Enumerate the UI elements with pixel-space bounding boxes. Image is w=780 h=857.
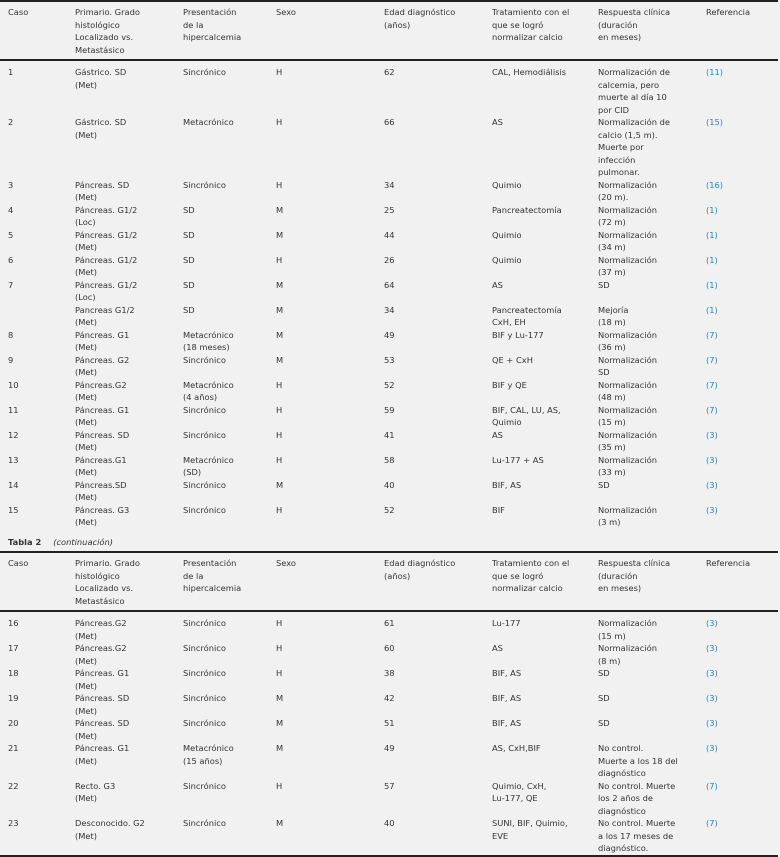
cell-reference[interactable]: (15) bbox=[706, 117, 724, 127]
table-row bbox=[0, 116, 778, 179]
cell-primary-site: Páncreas.G2 (Met) bbox=[75, 618, 127, 641]
cell-sex: M bbox=[276, 304, 284, 315]
cell-case-number: 8 bbox=[8, 329, 14, 340]
header-reference: Referencia bbox=[706, 7, 751, 17]
cell-reference[interactable]: (7) bbox=[706, 818, 718, 828]
header-case-number: Caso bbox=[8, 7, 29, 17]
cell-treatment: Quimio bbox=[492, 229, 522, 240]
cell-clinical-response: Normalización de calcio (1,5 m). Muerte por infección pulmonar. bbox=[598, 117, 670, 177]
cell-treatment: AS bbox=[492, 279, 503, 290]
table-row bbox=[0, 404, 778, 429]
cell-age: 58 bbox=[384, 454, 395, 465]
cell-case-number: 13 bbox=[8, 454, 19, 465]
cell-reference[interactable]: (3) bbox=[706, 643, 718, 653]
table-row bbox=[0, 479, 778, 504]
cell-presentation: SD bbox=[183, 229, 195, 240]
cell-clinical-response: Normalización (8 m) bbox=[598, 643, 657, 666]
cell-treatment: AS bbox=[492, 429, 503, 440]
header-treatment: Tratamiento con el que se logró normalizar calcio bbox=[492, 7, 570, 42]
table-row bbox=[0, 817, 778, 856]
cell-sex: M bbox=[276, 354, 284, 365]
table-row bbox=[0, 229, 778, 254]
table-header-row bbox=[0, 552, 778, 611]
cell-treatment: QE + CxH bbox=[492, 354, 533, 365]
cell-treatment: BIF, CAL, LU, AS, Quimio bbox=[492, 404, 561, 427]
cell-age: 52 bbox=[384, 504, 395, 515]
cell-sex: H bbox=[276, 379, 283, 390]
cell-clinical-response: Normalización (3 m) bbox=[598, 504, 657, 527]
cell-primary-site: Páncreas. SD (Met) bbox=[75, 718, 130, 741]
table-row bbox=[0, 329, 778, 354]
cell-sex: M bbox=[276, 204, 284, 215]
cell-primary-site: Páncreas. SD (Met) bbox=[75, 693, 130, 716]
cell-reference[interactable]: (7) bbox=[706, 379, 718, 390]
cell-sex: M bbox=[276, 693, 284, 703]
cell-presentation: Metacrónico (SD) bbox=[183, 454, 234, 477]
cell-primary-site: Páncreas. G3 (Met) bbox=[75, 504, 130, 527]
cell-age: 52 bbox=[384, 379, 395, 390]
header-clinical-response: Respuesta clínica (duración en meses) bbox=[598, 558, 671, 593]
cell-case-number: 6 bbox=[8, 254, 14, 265]
table-row bbox=[0, 780, 778, 818]
cell-age: 64 bbox=[384, 279, 395, 290]
cell-clinical-response: SD bbox=[598, 479, 610, 490]
cell-primary-site: Páncreas. G1 (Met) bbox=[75, 743, 130, 766]
cell-presentation: Metacrónico (4 años) bbox=[183, 379, 234, 402]
cell-primary-site: Desconocido. G2 (Met) bbox=[75, 818, 145, 841]
cell-case-number: 15 bbox=[8, 504, 19, 515]
cell-age: 66 bbox=[384, 117, 395, 127]
cell-presentation: Metacrónico (18 meses) bbox=[183, 329, 234, 352]
cell-reference[interactable]: (3) bbox=[706, 479, 718, 490]
cell-primary-site: Páncreas. G1/2 (Met) bbox=[75, 229, 138, 252]
cell-age: 51 bbox=[384, 718, 395, 728]
cell-reference[interactable]: (16) bbox=[706, 179, 724, 190]
cell-presentation: Sincrónico bbox=[183, 179, 226, 190]
cell-reference[interactable]: (1) bbox=[706, 304, 718, 315]
cell-clinical-response: Normalización (35 m) bbox=[598, 429, 657, 452]
cell-sex: M bbox=[276, 229, 284, 240]
table-row bbox=[0, 179, 778, 204]
cell-sex: H bbox=[276, 254, 283, 265]
cell-clinical-response: Normalización (20 m). bbox=[598, 179, 657, 202]
cell-treatment: Lu-177 + AS bbox=[492, 454, 544, 465]
cell-clinical-response: Normalización de calcemia, pero muerte al día 10 por CID bbox=[598, 67, 670, 115]
header-sex: Sexo bbox=[276, 558, 296, 568]
cell-sex: H bbox=[276, 643, 283, 653]
cell-reference[interactable]: (1) bbox=[706, 254, 718, 265]
cell-age: 40 bbox=[384, 818, 395, 828]
cell-age: 62 bbox=[384, 67, 395, 77]
cell-reference[interactable]: (3) bbox=[706, 668, 718, 678]
cell-presentation: Sincrónico bbox=[183, 818, 226, 828]
cell-primary-site: Páncreas. G1 (Met) bbox=[75, 404, 130, 427]
header-case-number: Caso bbox=[8, 558, 29, 568]
cell-reference[interactable]: (11) bbox=[706, 67, 724, 77]
cell-case-number: 22 bbox=[8, 780, 19, 791]
cell-treatment: BIF bbox=[492, 504, 505, 515]
cell-age: 41 bbox=[384, 429, 395, 440]
table-row bbox=[0, 379, 778, 404]
cell-primary-site: Páncreas. G1/2 (Met) bbox=[75, 254, 138, 277]
header-sex: Sexo bbox=[276, 7, 296, 17]
cell-presentation: Sincrónico bbox=[183, 668, 226, 678]
cell-primary-site: Páncreas. G2 (Met) bbox=[75, 354, 130, 377]
cell-treatment: CAL, Hemodiálisis bbox=[492, 67, 567, 77]
cell-treatment: BIF, AS bbox=[492, 668, 522, 678]
cell-age: 44 bbox=[384, 229, 395, 240]
cell-case-number: 5 bbox=[8, 229, 14, 240]
cell-treatment: AS bbox=[492, 643, 503, 653]
cell-treatment: SUNI, BIF, Quimio, EVE bbox=[492, 818, 568, 841]
cell-age: 34 bbox=[384, 304, 395, 315]
table-note: (continuación) bbox=[53, 537, 113, 547]
cell-presentation: Sincrónico bbox=[183, 718, 226, 728]
cell-clinical-response: Mejoría (18 m) bbox=[598, 304, 629, 327]
table-row bbox=[0, 611, 778, 642]
cell-primary-site: Gástrico. SD (Met) bbox=[75, 117, 127, 140]
cell-age: 38 bbox=[384, 668, 395, 678]
cell-clinical-response: SD bbox=[598, 693, 610, 703]
cell-presentation: Sincrónico bbox=[183, 618, 226, 628]
cell-presentation: Sincrónico bbox=[183, 404, 226, 415]
cell-primary-site: Pancreas G1/2 (Met) bbox=[75, 304, 135, 327]
table-row bbox=[0, 717, 778, 742]
table-row bbox=[0, 642, 778, 667]
cell-sex: M bbox=[276, 718, 284, 728]
header-presentation: Presentación de la hipercalcemia bbox=[183, 558, 242, 593]
cell-reference[interactable]: (7) bbox=[706, 354, 718, 365]
cell-presentation: Sincrónico bbox=[183, 354, 226, 365]
table-caption bbox=[8, 537, 113, 547]
cell-clinical-response: Normalización SD bbox=[598, 354, 657, 377]
cell-presentation: Metacrónico (15 años) bbox=[183, 743, 234, 766]
cell-reference[interactable]: (3) bbox=[706, 504, 718, 515]
table-row bbox=[0, 354, 778, 379]
cell-reference[interactable]: (3) bbox=[706, 718, 718, 728]
table-row bbox=[0, 304, 778, 329]
cell-sex: H bbox=[276, 618, 283, 628]
cell-reference[interactable]: (1) bbox=[706, 229, 718, 240]
cell-age: 49 bbox=[384, 329, 395, 340]
cell-sex: M bbox=[276, 743, 284, 753]
cell-age: 25 bbox=[384, 204, 395, 215]
cell-age: 40 bbox=[384, 479, 395, 490]
cell-age: 49 bbox=[384, 743, 395, 753]
cell-clinical-response: SD bbox=[598, 718, 610, 728]
cell-primary-site: Páncreas.G2 (Met) bbox=[75, 379, 127, 402]
cell-treatment: Pancreatectomía bbox=[492, 204, 562, 215]
cell-treatment: Quimio bbox=[492, 179, 522, 190]
cell-case-number: 14 bbox=[8, 479, 19, 490]
cell-case-number: 12 bbox=[8, 429, 19, 440]
cell-treatment: Quimio, CxH, Lu-177, QE bbox=[492, 780, 547, 803]
cell-primary-site: Páncreas.SD (Met) bbox=[75, 479, 127, 502]
cell-primary-site: Páncreas. G1 (Met) bbox=[75, 329, 130, 352]
table-row bbox=[0, 504, 778, 529]
cell-case-number: 20 bbox=[8, 718, 19, 728]
cell-age: 53 bbox=[384, 354, 395, 365]
cell-primary-site: Páncreas.G2 (Met) bbox=[75, 643, 127, 666]
cell-primary-site: Recto. G3 (Met) bbox=[75, 780, 116, 803]
cell-case-number: 11 bbox=[8, 404, 19, 415]
table-row bbox=[0, 667, 778, 692]
cell-clinical-response: Normalización (48 m) bbox=[598, 379, 657, 402]
cell-treatment: AS, CxH,BIF bbox=[492, 743, 541, 753]
cell-reference[interactable]: (3) bbox=[706, 454, 718, 465]
cell-case-number: 7 bbox=[8, 279, 14, 290]
cell-presentation: SD bbox=[183, 279, 195, 290]
cell-primary-site: Páncreas.G1 (Met) bbox=[75, 454, 127, 477]
cell-age: 42 bbox=[384, 693, 395, 703]
cell-primary-site: Páncreas. G1 (Met) bbox=[75, 668, 130, 691]
cell-clinical-response: No control. Muerte a los 18 del diagnóstico bbox=[598, 743, 678, 778]
cell-sex: H bbox=[276, 429, 283, 440]
cell-presentation: SD bbox=[183, 204, 195, 215]
cell-case-number bbox=[0, 304, 67, 329]
cell-primary-site: Páncreas. G1/2 (Loc) bbox=[75, 279, 138, 302]
cell-clinical-response: SD bbox=[598, 668, 610, 678]
cell-clinical-response: Normalización (33 m) bbox=[598, 454, 657, 477]
header-primary-site: Primario. Grado histológico Localizado vs. Metastásico bbox=[75, 7, 140, 55]
table-header-row bbox=[0, 1, 778, 60]
cell-treatment: AS bbox=[492, 117, 503, 127]
cell-presentation: SD bbox=[183, 254, 195, 265]
cell-treatment: BIF, AS bbox=[492, 479, 522, 490]
table-row bbox=[0, 254, 778, 279]
cell-treatment: Pancreatectomía CxH, EH bbox=[492, 304, 562, 327]
header-primary-site: Primario. Grado histológico Localizado vs. Metastásico bbox=[75, 558, 140, 606]
cell-primary-site: Páncreas. SD (Met) bbox=[75, 179, 130, 202]
cell-case-number: 10 bbox=[8, 379, 19, 390]
header-age: Edad diagnóstico (años) bbox=[384, 558, 456, 581]
cell-case-number: 2 bbox=[8, 117, 14, 127]
cell-sex: H bbox=[276, 67, 283, 77]
table-part-2 bbox=[0, 551, 778, 857]
cell-reference[interactable]: (1) bbox=[706, 279, 718, 290]
cell-sex: H bbox=[276, 454, 283, 465]
header-treatment: Tratamiento con el que se logró normalizar calcio bbox=[492, 558, 570, 593]
cell-treatment: Quimio bbox=[492, 254, 522, 265]
cell-reference[interactable]: (3) bbox=[706, 693, 718, 703]
cell-treatment: Lu-177 bbox=[492, 618, 521, 628]
cell-age: 60 bbox=[384, 643, 395, 653]
cell-case-number: 9 bbox=[8, 354, 14, 365]
cell-age: 57 bbox=[384, 780, 395, 791]
header-age: Edad diagnóstico (años) bbox=[384, 7, 456, 30]
cell-age: 59 bbox=[384, 404, 395, 415]
table-row bbox=[0, 204, 778, 229]
cell-case-number: 16 bbox=[8, 618, 19, 628]
cell-clinical-response: Normalización (37 m) bbox=[598, 254, 657, 277]
header-presentation: Presentación de la hipercalcemia bbox=[183, 7, 242, 42]
cell-sex: H bbox=[276, 504, 283, 515]
cell-reference[interactable]: (3) bbox=[706, 429, 718, 440]
cell-age: 26 bbox=[384, 254, 395, 265]
cell-sex: M bbox=[276, 329, 284, 340]
table-row bbox=[0, 454, 778, 479]
cell-clinical-response: No control. Muerte a los 17 meses de diagnóstico. bbox=[598, 818, 676, 853]
cell-clinical-response: Normalización (15 m) bbox=[598, 404, 657, 427]
cell-treatment: BIF y QE bbox=[492, 379, 527, 390]
cell-primary-site: Gástrico. SD (Met) bbox=[75, 67, 127, 90]
cell-case-number: 21 bbox=[8, 743, 19, 753]
cell-reference[interactable]: (3) bbox=[706, 618, 718, 628]
table-row bbox=[0, 279, 778, 304]
cell-reference[interactable]: (3) bbox=[706, 743, 718, 753]
cell-treatment: BIF y Lu-177 bbox=[492, 329, 544, 340]
table-row bbox=[0, 429, 778, 454]
table-row bbox=[0, 742, 778, 780]
cell-reference[interactable]: (7) bbox=[706, 404, 718, 415]
table-row bbox=[0, 60, 778, 116]
cell-sex: M bbox=[276, 279, 284, 290]
cell-case-number: 17 bbox=[8, 643, 19, 653]
cell-case-number: 3 bbox=[8, 179, 14, 190]
cell-case-number: 23 bbox=[8, 818, 19, 828]
cell-case-number: 1 bbox=[8, 67, 14, 77]
header-reference: Referencia bbox=[706, 558, 751, 568]
cell-sex: H bbox=[276, 668, 283, 678]
cell-presentation: Sincrónico bbox=[183, 643, 226, 653]
cell-clinical-response: Normalización (72 m) bbox=[598, 204, 657, 227]
cell-sex: H bbox=[276, 117, 283, 127]
cell-sex: H bbox=[276, 179, 283, 190]
cell-presentation: Sincrónico bbox=[183, 693, 226, 703]
cell-presentation: Sincrónico bbox=[183, 479, 226, 490]
cell-primary-site: Páncreas. SD (Met) bbox=[75, 429, 130, 452]
cell-reference[interactable]: (7) bbox=[706, 329, 718, 340]
cell-case-number: 19 bbox=[8, 693, 19, 703]
cell-treatment: BIF, AS bbox=[492, 718, 522, 728]
cell-clinical-response: Normalización (34 m) bbox=[598, 229, 657, 252]
cell-presentation: Sincrónico bbox=[183, 504, 226, 515]
cell-presentation: Sincrónico bbox=[183, 67, 226, 77]
cell-reference[interactable]: (7) bbox=[706, 780, 718, 791]
cell-reference[interactable]: (1) bbox=[706, 204, 718, 215]
cell-presentation: SD bbox=[183, 304, 195, 315]
cell-clinical-response: Normalización (15 m) bbox=[598, 618, 657, 641]
cell-presentation: Metacrónico bbox=[183, 117, 234, 127]
header-clinical-response: Respuesta clínica (duración en meses) bbox=[598, 7, 671, 42]
cell-clinical-response: Normalización (36 m) bbox=[598, 329, 657, 352]
cell-primary-site: Páncreas. G1/2 (Loc) bbox=[75, 204, 138, 227]
cell-clinical-response: No control. Muerte los 2 años de diagnóstico bbox=[598, 780, 676, 816]
cell-case-number: 4 bbox=[8, 204, 14, 215]
cell-age: 34 bbox=[384, 179, 395, 190]
table-label: Tabla 2 bbox=[8, 537, 42, 547]
cell-sex: H bbox=[276, 780, 283, 791]
cell-case-number: 18 bbox=[8, 668, 19, 678]
table-row bbox=[0, 692, 778, 717]
cell-sex: M bbox=[276, 479, 284, 490]
cell-presentation: Sincrónico bbox=[183, 429, 226, 440]
cell-treatment: BIF, AS bbox=[492, 693, 522, 703]
cell-age: 61 bbox=[384, 618, 395, 628]
cell-sex: M bbox=[276, 818, 284, 828]
cell-presentation: Sincrónico bbox=[183, 780, 226, 791]
cell-clinical-response: SD bbox=[598, 279, 610, 290]
cell-sex: H bbox=[276, 404, 283, 415]
